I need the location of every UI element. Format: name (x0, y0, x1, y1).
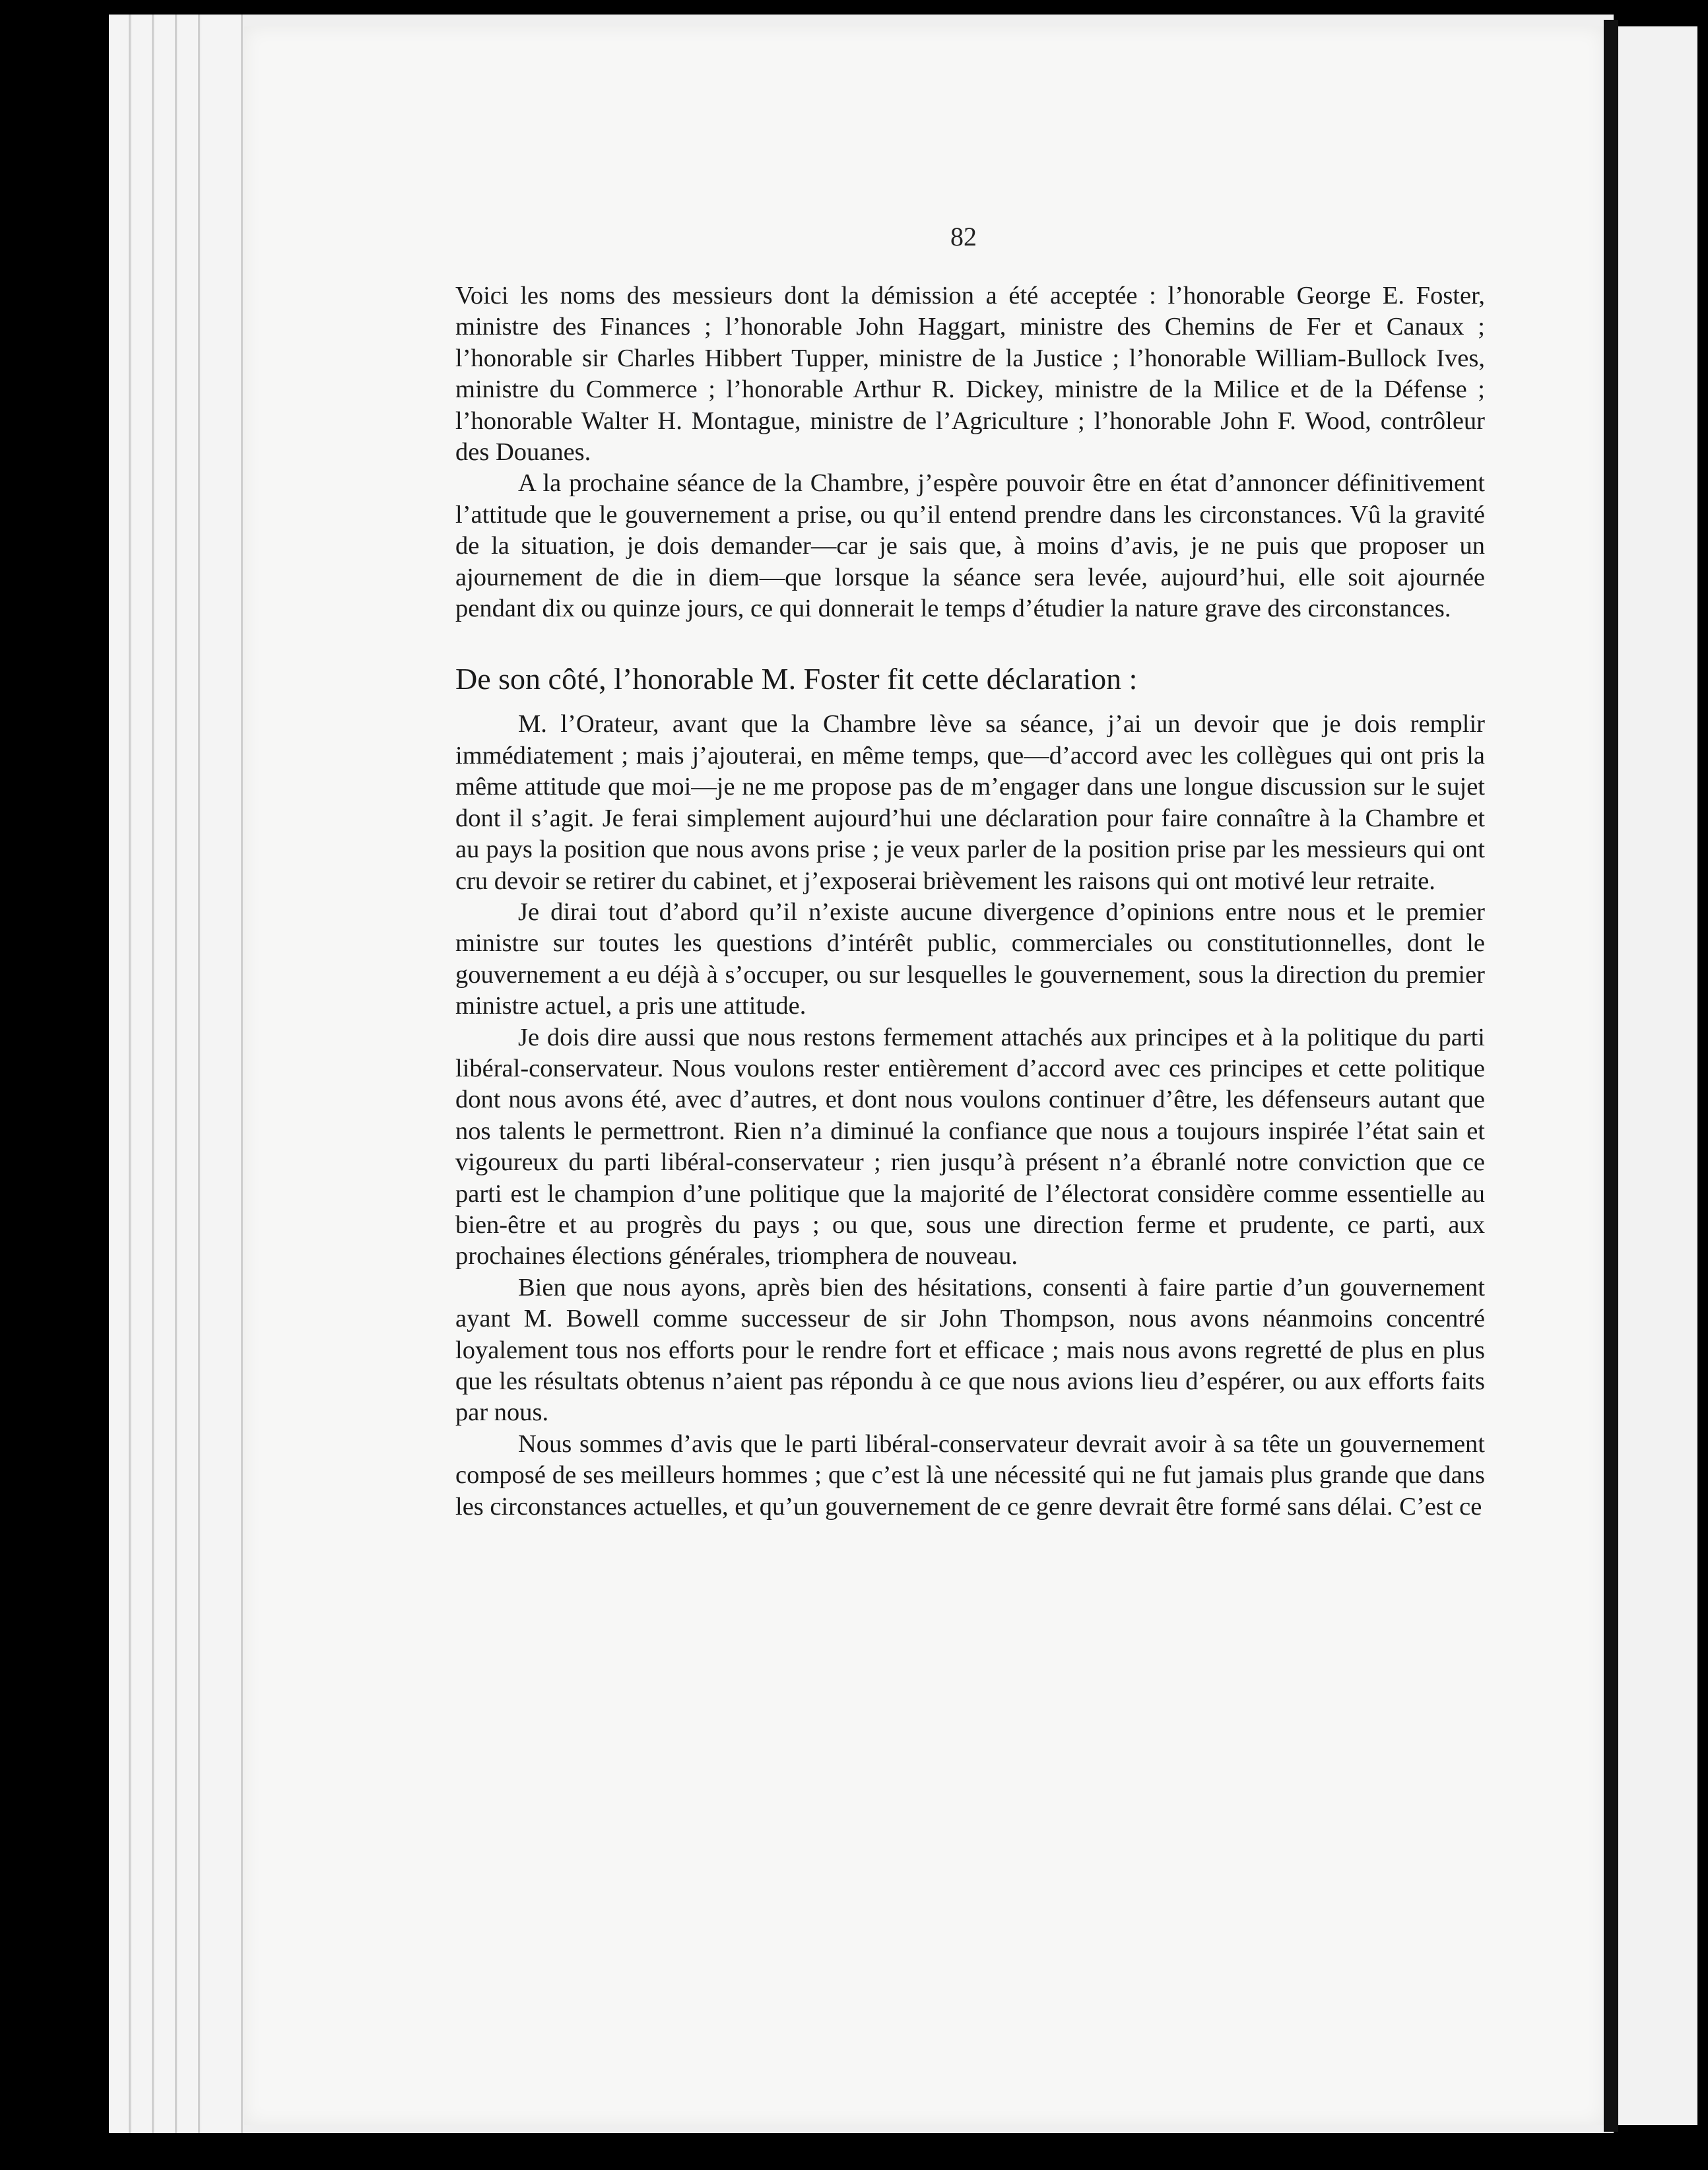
section-heading: De son côté, l’honorable M. Foster fit cette déclaration : (455, 662, 1138, 696)
page-edge (109, 15, 131, 2133)
paragraph: A la prochaine séance de la Chambre, j’espère pouvoir être en état d’annoncer définitivement l’attitude que le gouvernement a prise, ou qu’il entend prendre dans les circonstances. Vû la gravité de la situation, je dois demander—car je sais que, à moins d’avis, je ne puis que proposer un ajournement de die in diem—que lorsque la séance sera levée, aujourd’hui, elle soit ajournée pendant dix ou quinze jours, ce qui donnerait le temps d’étudier la nature grave des circonstances. (455, 469, 1485, 623)
paragraph: Bien que nous ayons, après bien des hésitations, consenti à faire partie d’un gouvernement ayant M. Bowell comme successeur de sir John Thompson, nous avons néanmoins concentré loyalement tous nos efforts pour le rendre fort et efficace ; mais nous avons regretté de plus en plus que les résultats obtenus n’aient pas répondu à ce que nous avions lieu d’espérer, ou aux efforts faits par nous. (455, 1273, 1485, 1427)
page-number: 82 (950, 222, 977, 251)
page-edge (178, 15, 200, 2133)
facing-page-edge (1618, 26, 1697, 2125)
paragraph: Nous sommes d’avis que le parti libéral-conservateur devrait avoir à sa tête un gouvernement composé de ses meilleurs hommes ; que c’est là une nécessité qui ne fut jamais plus grande que dans les circonstances actuelles, et qu’un gouvernement de ce genre devrait être formé sans délai. C’est ce (455, 1430, 1485, 1521)
paragraph: Je dois dire aussi que nous restons fermement attachés aux principes et à la politique du parti libéral-conservateur. Nous voulons rester entièrement d’accord avec ces principes et cette politique dont nous avons été, avec d’autres, et dont nous voulons continuer d’être, les défenseurs autant que nos talents le permettront. Rien n’a diminué la confiance que nous a toujours inspirée l’état sain et vigoureux du parti libéral-conservateur ; rien jusqu’à présent n’a ébranlé notre conviction que ce parti est le champion d’une politique que la majorité de l’électorat considère comme essentielle au bien-être et au progrès du pays ; ou que, sous une direction ferme et prudente, ce parti, aux prochaines élections générales, triomphera de nouveau. (455, 1023, 1485, 1270)
paragraph: Je dirai tout d’abord qu’il n’existe aucune divergence d’opinions entre nous et le premier ministre sur toutes les questions d’intérêt public, commerciales ou constitutionnelles, dont le gouvernement a eu déjà à s’occuper, ou sur lesquelles le gouvernement, sous la direction du premier ministre actuel, a pris une attitude. (455, 898, 1485, 1020)
page-body (455, 280, 1485, 1523)
paragraph: Voici les noms des messieurs dont la démission a été acceptée : l’honorable George E. Foster, ministre des Finances ; l’honorable John Haggart, ministre des Chemins de Fer et Canaux ; l’honorable sir Charles Hibbert Tupper, ministre de la Justice ; l’honorable William-Bullock Ives, ministre du Commerce ; l’honorable Arthur R. Dickey, ministre de la Milice et de la Défense ; l’honorable Walter H. Montague, ministre de l’Agriculture ; l’honorable John F. Wood, contrôleur des Douanes. (455, 282, 1485, 467)
page-edge (201, 15, 243, 2133)
book-binding (1604, 20, 1618, 2132)
paragraph: M. l’Orateur, avant que la Chambre lève sa séance, j’ai un devoir que je dois remplir immédiatement ; mais j’ajouterai, en même temps, que—d’accord avec les collègues qui ont pris la même attitude que moi—je ne me propose pas de m’engager dans une longue discussion sur le sujet dont il s’agit. Je ferai simplement aujourd’hui une déclaration pour faire connaître à la Chambre et au pays la position que nous avons prise ; je veux parler de la position prise par les messieurs qui ont cru devoir se retirer du cabinet, et j’exposerai brièvement les raisons qui ont motivé leur retraite. (455, 710, 1485, 895)
page-edge (132, 15, 154, 2133)
page-edge (155, 15, 177, 2133)
